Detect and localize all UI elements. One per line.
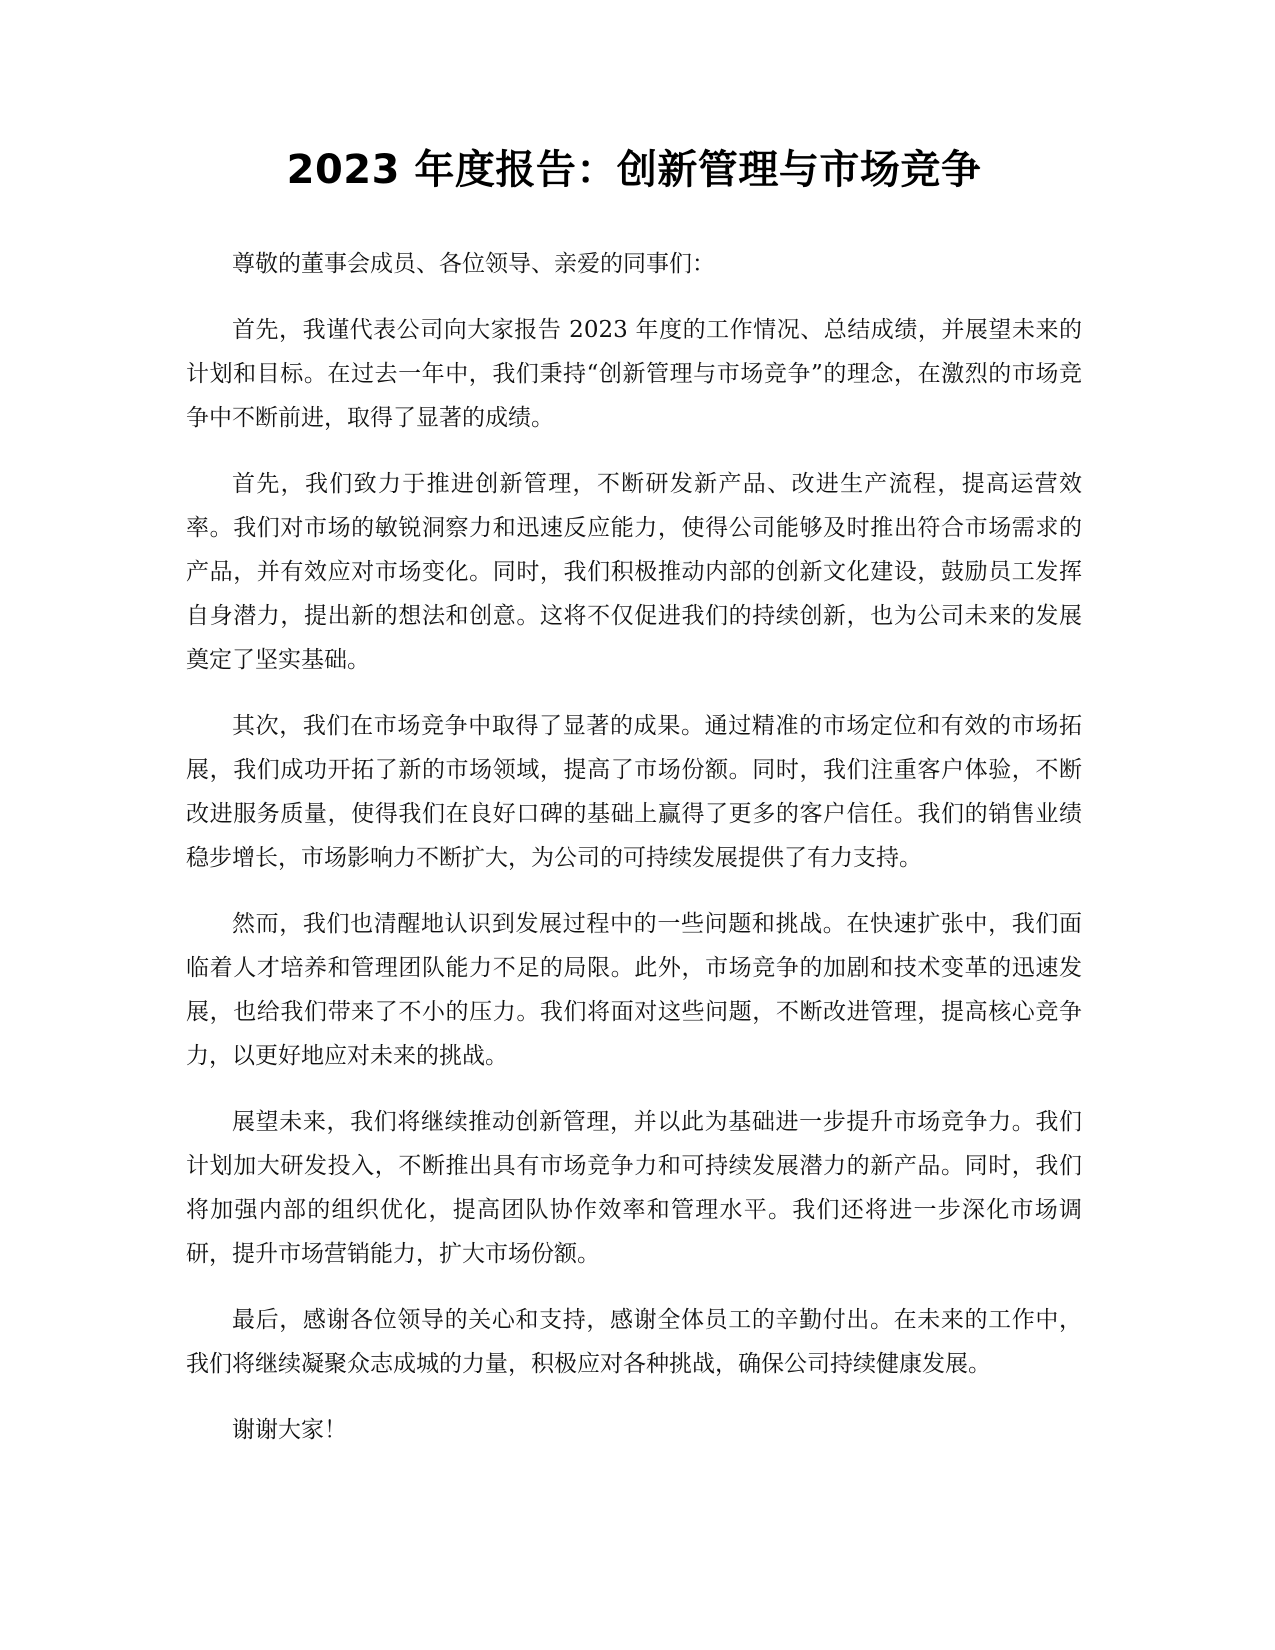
paragraph-thanks: 最后，感谢各位领导的关心和支持，感谢全体员工的辛勤付出。在未来的工作中，我们将继续凝聚众志成城的力量，积极应对各种挑战，确保公司持续健康发展。 [186, 1307, 1082, 1377]
paragraph-market-results: 其次，我们在市场竞争中取得了显著的成果。通过精准的市场定位和有效的市场拓展，我们成功开拓了新的市场领域，提高了市场份额。同时，我们注重客户体验，不断改进服务质量，使得我们在良好口碑的基础上赢得了更多的客户信任。我们的销售业绩稳步增长，市场影响力不断扩大，为公司的可持续发展提供了有力支持。 [186, 713, 1082, 871]
closing-line: 谢谢大家！ [232, 1417, 347, 1443]
salutation: 尊敬的董事会成员、各位领导、亲爱的同事们： [232, 251, 715, 277]
paragraph-intro: 首先，我谨代表公司向大家报告 2023 年度的工作情况、总结成绩，并展望未来的计划和目标。在过去一年中，我们秉持“创新管理与市场竞争”的理念，在激烈的市场竞争中不断前进，取得了显著的成绩。 [186, 317, 1082, 431]
document-body [186, 142, 1082, 1452]
paragraph-challenges: 然而，我们也清醒地认识到发展过程中的一些问题和挑战。在快速扩张中，我们面临着人才培养和管理团队能力不足的局限。此外，市场竞争的加剧和技术变革的迅速发展，也给我们带来了不小的压力。我们将面对这些问题，不断改进管理，提高核心竞争力，以更好地应对未来的挑战。 [186, 911, 1082, 1069]
paragraph-innovation: 首先，我们致力于推进创新管理，不断研发新产品、改进生产流程，提高运营效率。我们对市场的敏锐洞察力和迅速反应能力，使得公司能够及时推出符合市场需求的产品，并有效应对市场变化。同时，我们积极推动内部的创新文化建设，鼓励员工发挥自身潜力，提出新的想法和创意。这将不仅促进我们的持续创新，也为公司未来的发展奠定了坚实基础。 [186, 471, 1082, 673]
document-title: 2023 年度报告：创新管理与市场竞争 [286, 147, 982, 193]
paragraph-outlook: 展望未来，我们将继续推动创新管理，并以此为基础进一步提升市场竞争力。我们计划加大研发投入，不断推出具有市场竞争力和可持续发展潜力的新产品。同时，我们将加强内部的组织优化，提高团队协作效率和管理水平。我们还将进一步深化市场调研，提升市场营销能力，扩大市场份额。 [186, 1109, 1082, 1267]
